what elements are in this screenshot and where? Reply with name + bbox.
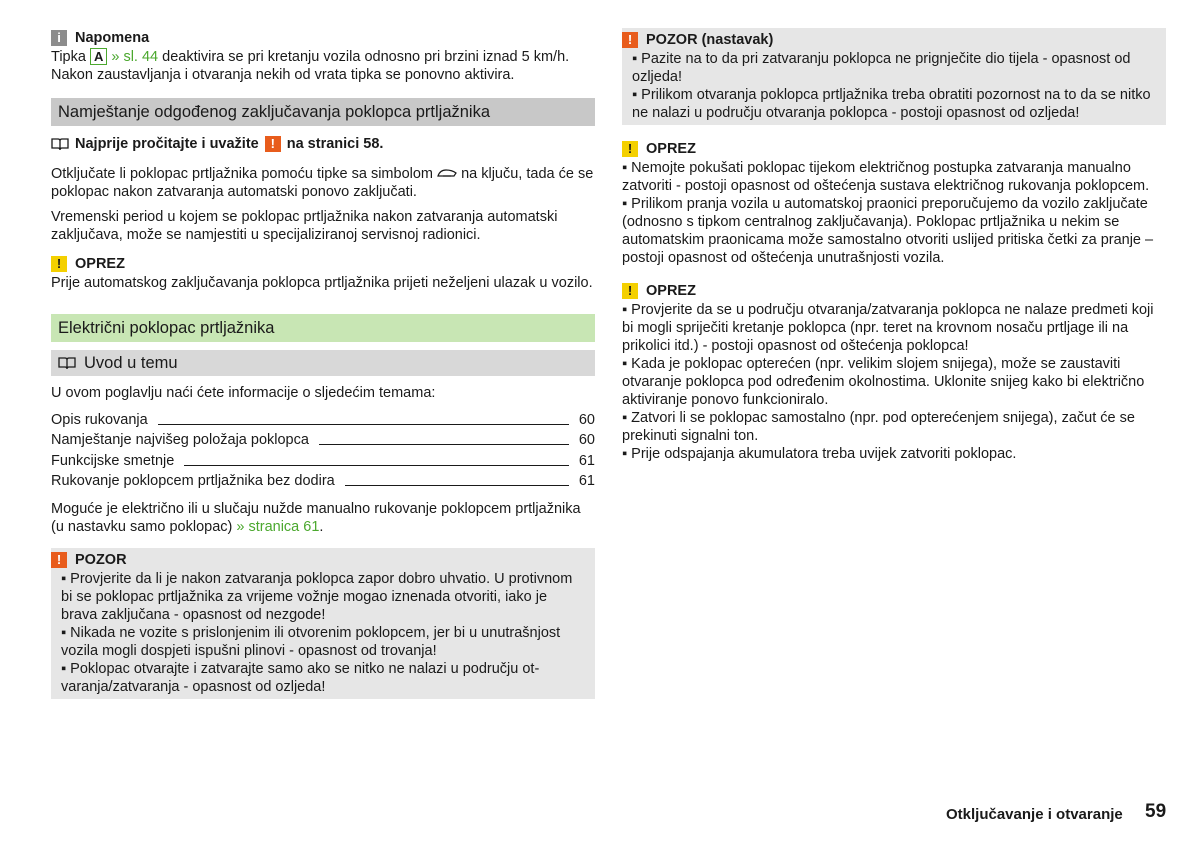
trunk-key-icon (437, 168, 457, 178)
note-text: Tipka A » sl. 44 deaktivira se pri kretanju vozila odnosno pri brzini iznad 5 km/h. Nakon zaustavljanja i otvaranja nekih od vrata tipka se ponovno aktivira. (51, 49, 570, 83)
exclamation-icon: ! (51, 552, 67, 568)
caution-item: ▪ Prilikom pranja vozila u automatskoj praonici preporučujemo da vozilo zaključate (odnosno s tipkom centralnog zaključavanja). Poklopac prtljažnika u nekim se automatskim praonicama može samostalno otvoriti uslijed pritiska četki za pranje – postoji opasnost od oštećenja unutrašnjosti vozila. (622, 195, 1166, 267)
warning-item: ▪ Provjerite da li je nakon zatvaranja poklopca zapor dobro uhvatio. U protivnom bi se poklopac prtljažnika za vrijeme vožnje mogao iznenada otvoriti, iako je brava zaključana - opasnost od nezgode! (61, 570, 583, 624)
right-column (622, 28, 1166, 463)
caution-title: ! OPREZ (51, 254, 595, 274)
paragraph-key-symbol: Otključate li poklopac prtljažnika pomoću tipke sa simbolom na ključu, tada će se poklopac nakon zatvaranja automatski ponovo zaključati. (51, 166, 594, 200)
read-first-note: Najprije pročitajte i uvažite ! na stranici 58. (51, 135, 595, 153)
table-of-contents (51, 408, 595, 490)
exclamation-icon: ! (622, 32, 638, 48)
section-heading-electric-lid: Električni poklopac prtljažnika (51, 314, 595, 342)
intro-heading: Uvod u temu (51, 350, 595, 376)
footer-chapter-title: Otključavanje i otvaranje (946, 806, 1123, 823)
note-title-text: Napomena (75, 30, 150, 46)
page-link[interactable]: » stranica 61 (236, 519, 320, 535)
caution-text: Prije automatskog zaključavanja poklopca prtljažnika prijeti neželjeni ulazak u vozilo. (51, 275, 593, 291)
warning-item: ▪ Pazite na to da pri zatvaranju poklopca ne prignječite dio tijela - opasnost od ozljeda! (632, 50, 1154, 86)
toc-row[interactable]: Funkcijske smetnje 61 (51, 452, 595, 469)
section-heading-delayed-locking: Namještanje odgođenog zaključavanja poklopca prtljažnika (51, 98, 595, 126)
caution-title: ! OPREZ (622, 281, 1166, 301)
note-box (51, 28, 595, 84)
toc-row[interactable]: Opis rukovanja 60 (51, 411, 595, 428)
toc-row[interactable]: Namještanje najvišeg položaja poklopca 60 (51, 432, 595, 448)
book-icon (58, 357, 76, 370)
manual-operation-paragraph: Moguće je električno ili u slučaju nužde manualno rukovanje poklopcem prtljažnika (u nastavku samo poklopac) » stranica 61. (51, 501, 581, 535)
book-icon (51, 138, 69, 151)
caution-item: ▪ Prije odspajanja akumulatora treba uvijek zatvoriti poklopac. (622, 445, 1166, 463)
figure-link[interactable]: » sl. 44 (107, 49, 159, 65)
exclamation-icon: ! (51, 256, 67, 272)
key-a-label: A (90, 48, 107, 65)
exclamation-icon: ! (622, 141, 638, 157)
warning-item: ▪ Poklopac otvarajte i zatvarajte samo ako se nitko ne nalazi u području otvaranja/zatvaranja - opasnost od ozljeda! (61, 660, 583, 696)
caution-box-1 (622, 139, 1166, 267)
intro-text: U ovom poglavlju naći ćete informacije o sljedećim temama: (51, 385, 436, 401)
warning-item: ▪ Prilikom otvaranja poklopca prtljažnika treba obratiti pozornost na to da se nitko ne nalazi u području otvaranja poklopca - postoji opasnost od ozljeda! (632, 86, 1154, 122)
page-number: 59 (1145, 801, 1167, 822)
exclamation-icon: ! (622, 283, 638, 299)
info-icon: i (51, 30, 67, 46)
warning-continued-title: ! POZOR (nastavak) (622, 30, 1154, 50)
toc-row[interactable]: Rukovanje poklopcem prtljažnika bez dodira 61 (51, 473, 595, 489)
left-column (51, 28, 595, 699)
warning-title: ! POZOR (51, 550, 583, 570)
warning-item: ▪ Nikada ne vozite s prislonjenim ili otvorenim poklopcem, jer bi u unutrašnjost vozila mogli dospjeti ispušni plinovi - opasnost od trovanja! (61, 624, 583, 660)
warning-continued-box (622, 28, 1166, 125)
caution-item: ▪ Kada je poklopac opterećen (npr. velikim slojem snijega), može se zaustaviti otvaranje poklopca pod određenim okolnostima. Uklonite snijeg kako bi električno aktiviranje ponovo funkcioniralo. (622, 355, 1166, 409)
caution-item: ▪ Provjerite da se u području otvaranja/zatvaranja poklopca ne nalaze predmeti koji bi mogli spriječiti kretanje poklopca (npr. teret na krovnom nosaču prtljage ili na prikolici itd.) - postoji opasnost od oštećenja poklopca! (622, 301, 1166, 355)
note-title (51, 28, 595, 48)
exclamation-icon: ! (265, 136, 281, 152)
paragraph-time-period: Vremenski period u kojem se poklopac prtljažnika nakon zatvaranja automatski zaključava, može se namjestiti u specijaliziranoj servisnoj radionici. (51, 209, 558, 243)
caution-item: ▪ Zatvori li se poklopac samostalno (npr. pod opterećenjem snijega), začut će se prekinuti signalni ton. (622, 409, 1166, 445)
caution-title: ! OPREZ (622, 139, 1166, 159)
warning-box (51, 548, 595, 699)
caution-item: ▪ Nemojte pokušati poklopac tijekom električnog postupka zatvaranja manualno zatvoriti - postoji opasnost od oštećenja sustava električnog rukovanja poklopcem. (622, 159, 1166, 195)
caution-box-2 (622, 281, 1166, 463)
